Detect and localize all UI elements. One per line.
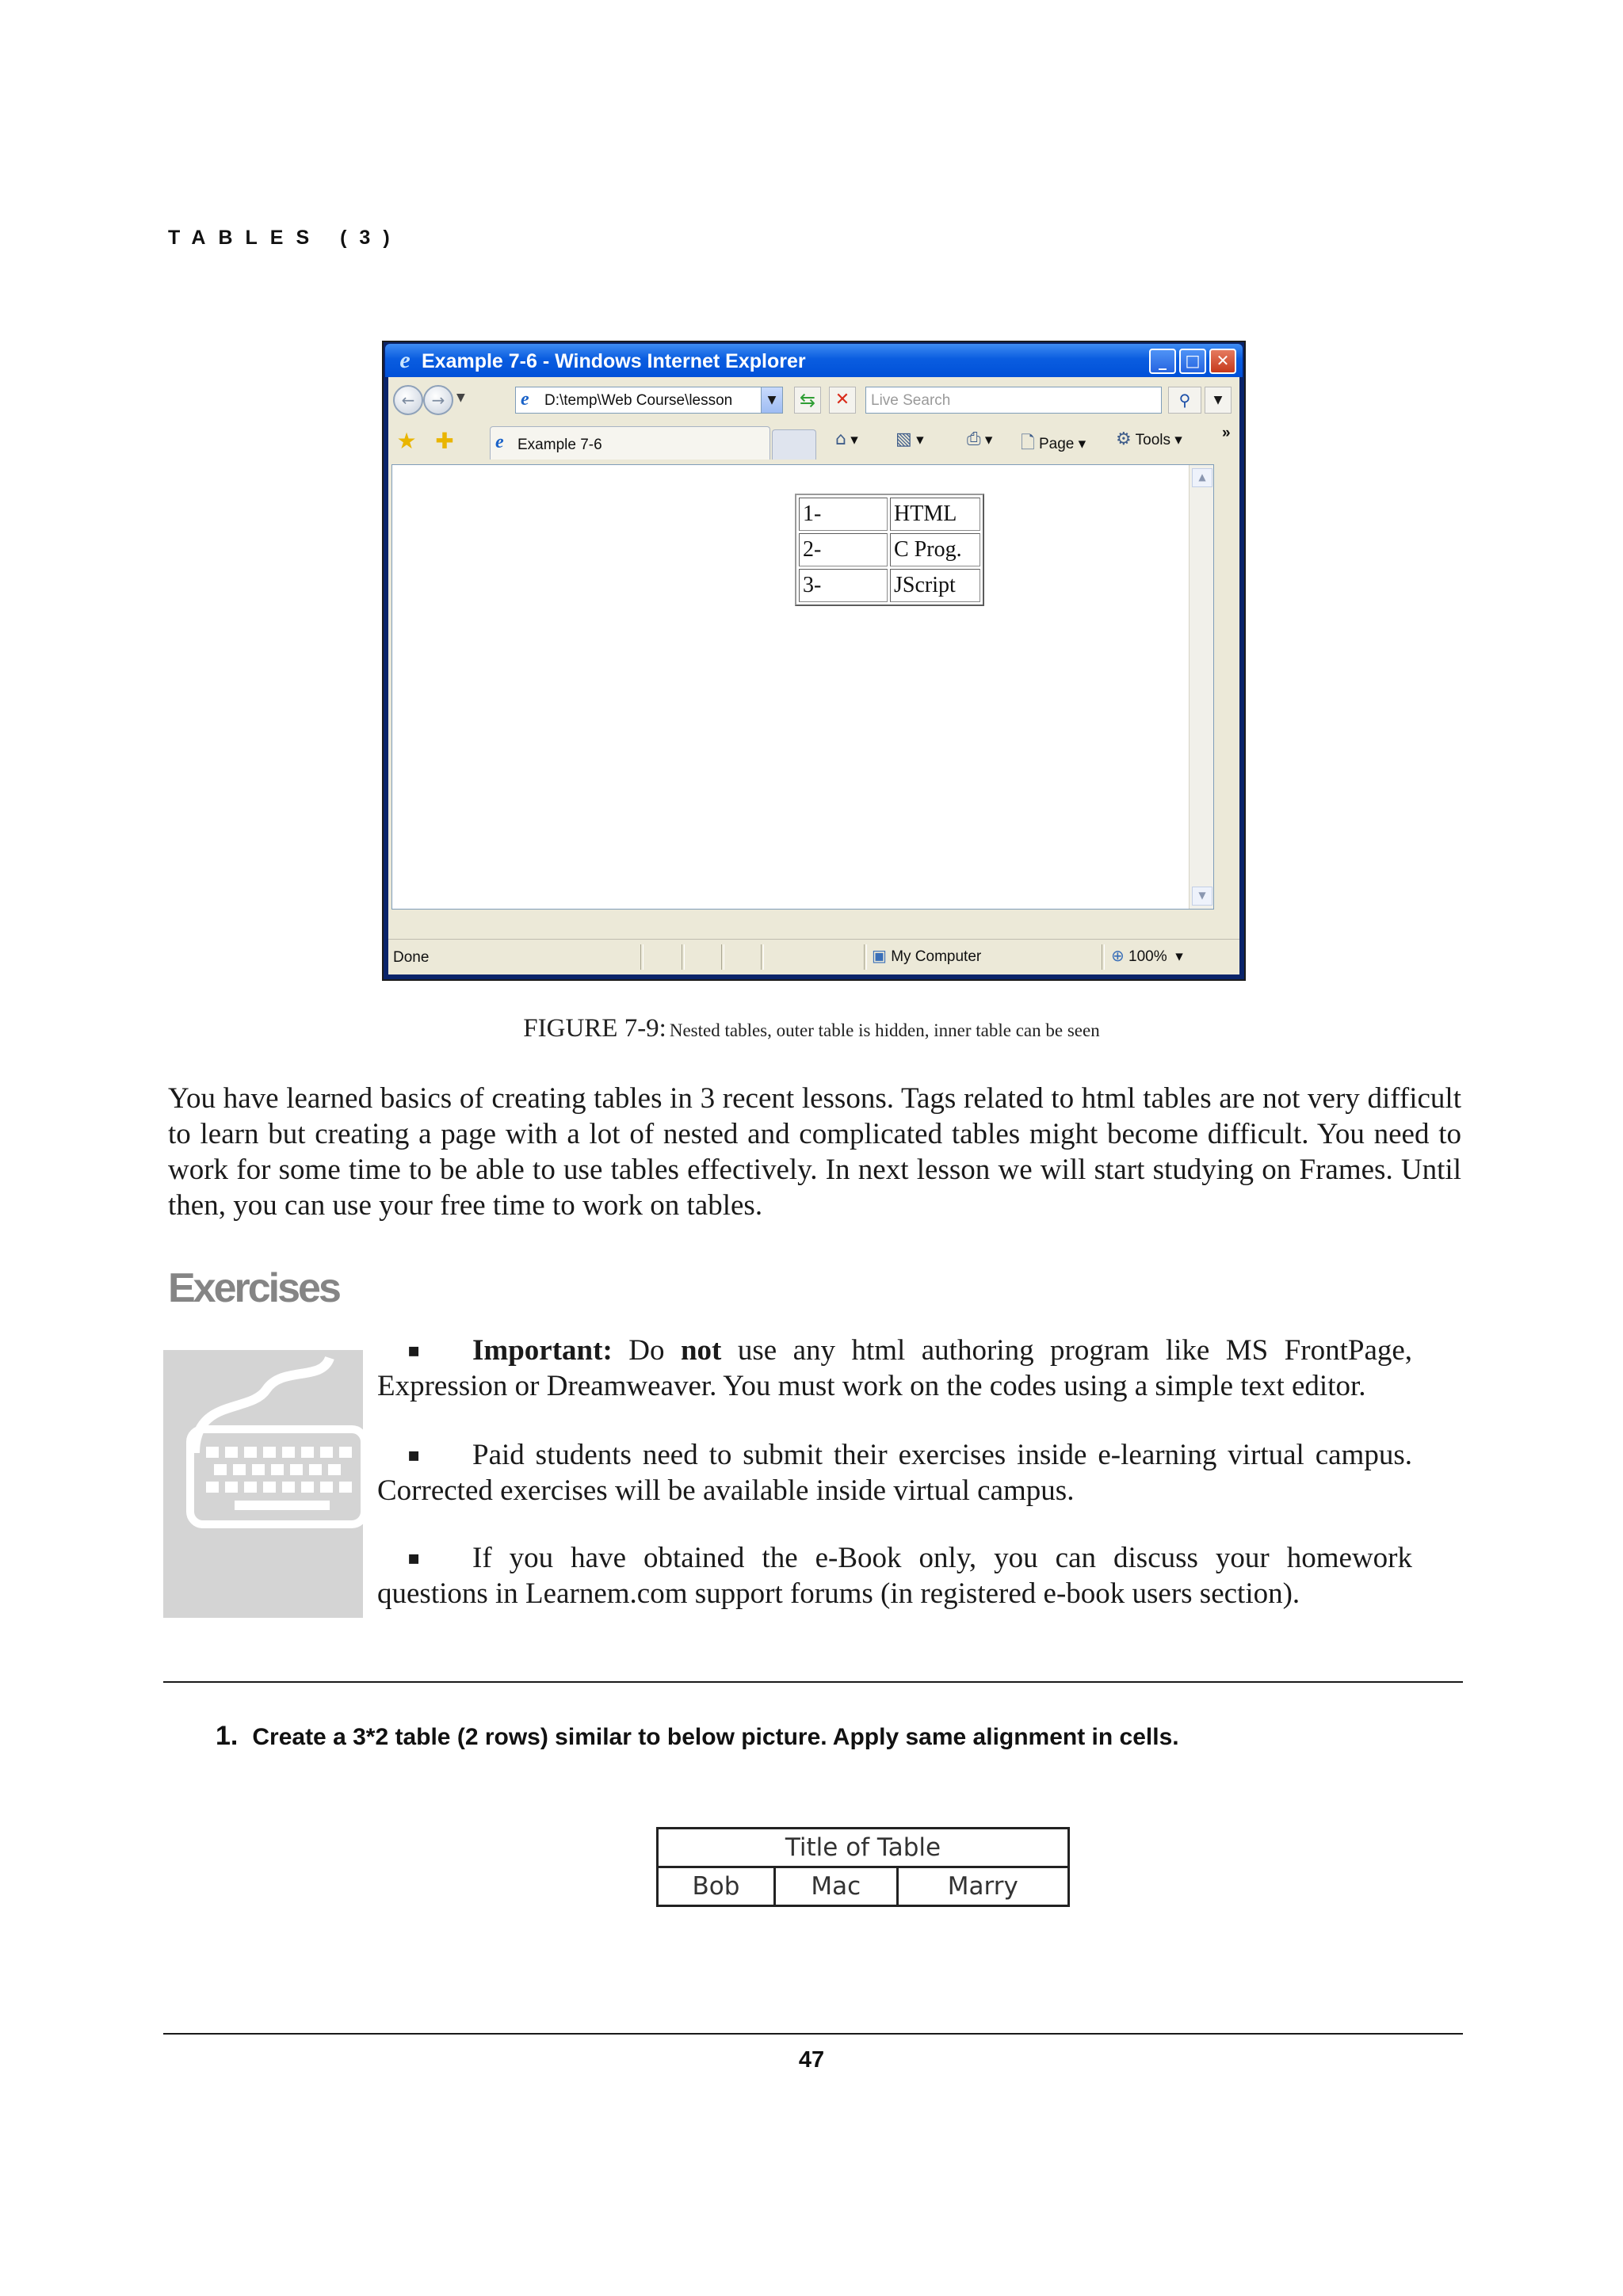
bullet-text: Paid students need to submit their exercises inside e-learning virtual campus. Corrected exercises will be available inside virtual campus. — [377, 1439, 1412, 1507]
scroll-down-icon[interactable]: ▼ — [1192, 887, 1212, 906]
search-icon[interactable]: ⚲ — [1168, 387, 1201, 414]
table-row — [658, 1829, 1069, 1867]
zoom-icon: ⊕ — [1111, 946, 1125, 965]
zone-label: My Computer — [891, 948, 982, 965]
vertical-scrollbar[interactable] — [1189, 465, 1213, 909]
table-cell: 2- — [799, 533, 888, 566]
page-content-area — [391, 464, 1214, 910]
minimize-button[interactable]: _ — [1149, 349, 1176, 374]
zoom-control[interactable]: ⊕ 100% ▾ — [1111, 946, 1183, 965]
keyboard-icon — [163, 1350, 363, 1618]
tab-row — [388, 423, 1239, 461]
home-button[interactable]: ⌂ ▾ — [835, 429, 858, 449]
table-cell: Bob — [658, 1867, 775, 1906]
table-cell: Marry — [897, 1867, 1068, 1906]
tools-menu[interactable]: ⚙ Tools ▾ — [1116, 429, 1182, 449]
divider — [163, 1681, 1463, 1683]
status-separator — [1102, 944, 1105, 970]
table-row — [799, 498, 980, 531]
stop-icon[interactable]: ✕ — [829, 387, 856, 414]
address-bar-row — [388, 382, 1239, 418]
forward-icon[interactable]: → — [423, 385, 453, 415]
bullet-text: Do — [628, 1334, 665, 1367]
browser-chrome — [388, 377, 1239, 974]
emphasis-not: not — [680, 1334, 722, 1367]
table-cell: 1- — [799, 498, 888, 531]
tab-ie-icon: e — [495, 432, 504, 452]
new-tab-button[interactable] — [772, 429, 816, 460]
security-zone — [872, 946, 981, 966]
list-item — [377, 1333, 1412, 1404]
home-icon: ⌂ — [835, 429, 846, 449]
add-favorite-icon[interactable]: ✚ — [435, 428, 454, 454]
figure-caption — [0, 1014, 1623, 1043]
print-icon: ⎙ — [967, 429, 981, 449]
status-separator — [761, 944, 764, 970]
table-cell: Mac — [774, 1867, 897, 1906]
tools-gear-icon: ⚙ — [1116, 429, 1132, 449]
bullet-icon: ▪ — [407, 1339, 421, 1361]
address-text: D:\temp\Web Course\lesson — [544, 392, 733, 409]
browser-titlebar — [385, 344, 1243, 377]
browser-window — [382, 341, 1246, 981]
tab-example-7-6[interactable] — [490, 426, 770, 460]
address-field[interactable] — [515, 387, 783, 414]
address-dropdown-icon[interactable]: ▼ — [761, 387, 783, 414]
bullet-text: use any html authoring program like MS FrontPage, Expression or Dreamweaver. You must work on the codes using a simple text editor. — [377, 1334, 1413, 1402]
nested-inner-table — [795, 494, 984, 606]
refresh-icon[interactable]: ⇆ — [794, 387, 821, 414]
maximize-button[interactable]: □ — [1179, 349, 1206, 374]
sample-table-image — [656, 1827, 1070, 1907]
favorites-star-icon[interactable]: ★ — [396, 428, 417, 454]
status-separator — [640, 944, 643, 970]
browser-title: Example 7-6 - Windows Internet Explorer — [422, 350, 806, 372]
figure-label: FIGURE 7-9: — [523, 1014, 666, 1043]
zoom-label: 100% — [1128, 948, 1167, 965]
table-cell: HTML — [890, 498, 980, 531]
tab-label: Example 7-6 — [517, 437, 602, 453]
bullet-icon: ▪ — [407, 1547, 421, 1569]
table-cell: C Prog. — [890, 533, 980, 566]
status-bar — [388, 939, 1239, 974]
list-item — [377, 1437, 1412, 1508]
page-menu-label: Page — [1038, 436, 1075, 452]
status-separator — [864, 944, 867, 970]
back-icon[interactable]: ← — [393, 385, 423, 415]
status-separator — [682, 944, 685, 970]
search-options-icon[interactable]: ▼ — [1205, 387, 1232, 414]
computer-icon: ▣ — [872, 946, 887, 965]
page-number: 47 — [798, 2047, 825, 2073]
important-label: Important: — [472, 1334, 613, 1367]
close-button[interactable]: ✕ — [1209, 349, 1236, 374]
body-paragraph: You have learned basics of creating tables in 3 recent lessons. Tags related to html tables are not very difficult to learn but creating a page with a lot of nested and complicated tables might become difficult. You need to work for some time to be able to use tables effectively. In next lesson we will start studying on Frames. Until then, you can use your free time to work on tables. — [168, 1082, 1461, 1222]
figure-description: Nested tables, outer table is hidden, inner table can be seen — [669, 1020, 1100, 1040]
exercise-text: Create a 3*2 table (2 rows) similar to below picture. Apply same alignment in cells. — [252, 1724, 1179, 1750]
table-row — [799, 533, 980, 566]
footer-divider — [163, 2033, 1463, 2035]
more-chevron-icon[interactable]: » — [1222, 425, 1231, 441]
table-title-cell: Title of Table — [658, 1829, 1069, 1867]
status-text: Done — [393, 949, 430, 966]
history-dropdown-icon[interactable]: ▼ — [456, 391, 465, 404]
ie-logo-icon: e — [399, 347, 411, 373]
exercise-number: 1. — [216, 1721, 239, 1751]
search-input[interactable]: Live Search — [865, 387, 1162, 414]
page-menu[interactable]: 🗋 Page ▾ — [1021, 433, 1086, 453]
status-separator — [721, 944, 724, 970]
feeds-button[interactable]: ▧ ▾ — [896, 429, 924, 449]
table-cell: 3- — [799, 569, 888, 602]
running-header: TABLES (3) — [168, 227, 403, 249]
page-ie-icon: e — [521, 389, 529, 410]
table-cell: JScript — [890, 569, 980, 602]
feeds-icon: ▧ — [896, 429, 912, 449]
table-row — [799, 569, 980, 602]
page-icon: 🗋 — [1021, 433, 1035, 453]
section-title: Exercises — [168, 1265, 339, 1311]
bullet-icon: ▪ — [407, 1444, 421, 1466]
bullet-text: If you have obtained the e-Book only, you can discuss your homework questions in Learnem.com support forums (in registered e-book users section). — [377, 1542, 1412, 1610]
table-row — [658, 1867, 1069, 1906]
scroll-up-icon[interactable]: ▲ — [1192, 468, 1212, 487]
print-button[interactable]: ⎙ ▾ — [967, 429, 993, 449]
exercise-item-1 — [216, 1721, 1179, 1752]
tools-menu-label: Tools — [1135, 432, 1171, 448]
list-item — [377, 1540, 1412, 1611]
